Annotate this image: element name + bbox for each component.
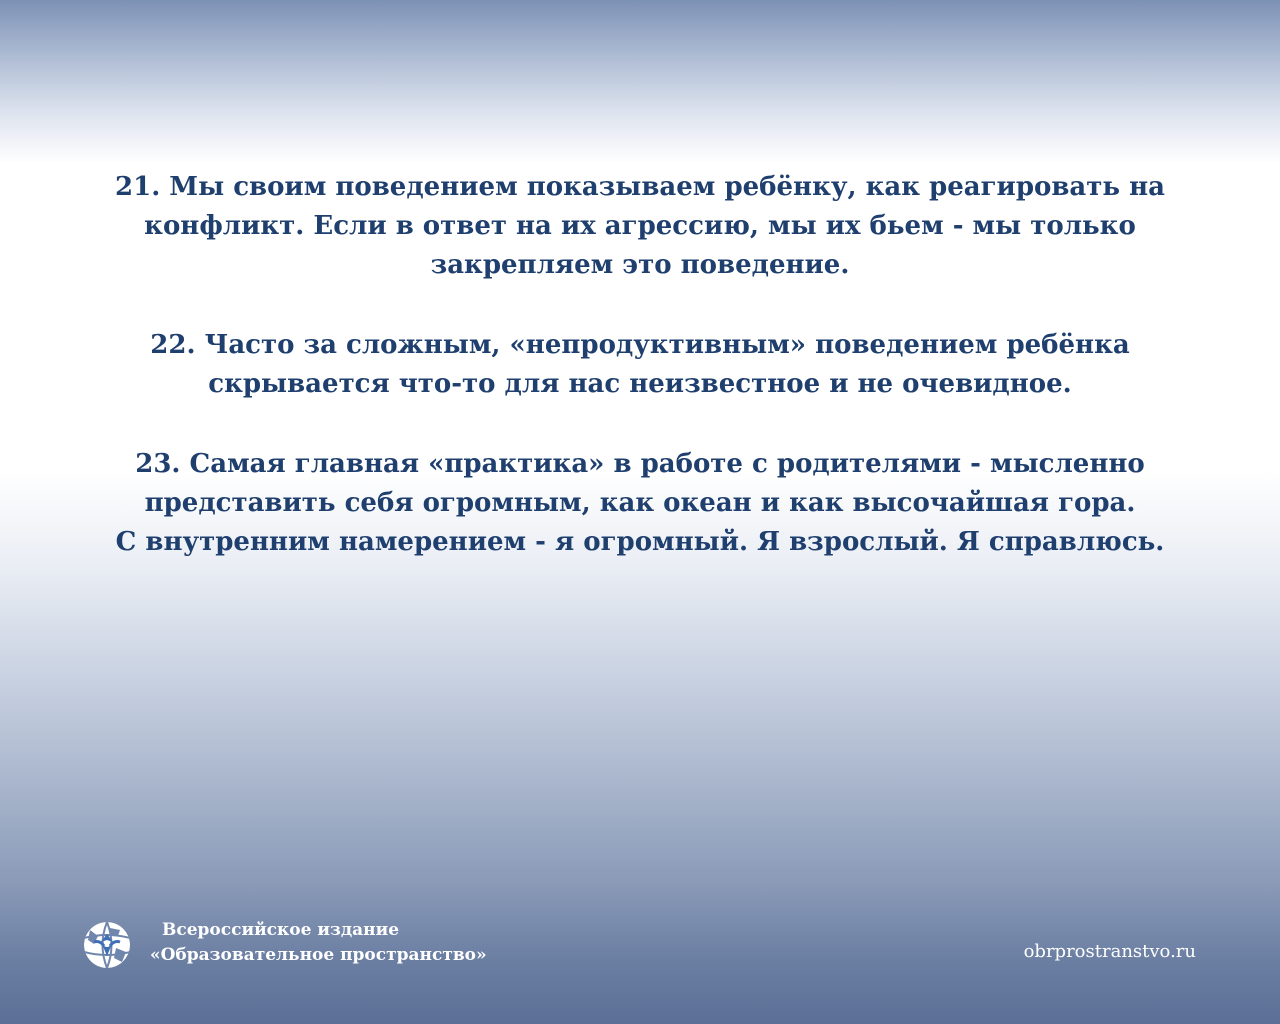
publisher-line-1: Всероссийское издание — [162, 920, 400, 940]
text-line: 23. Самая главная «практика» в работе с родителями - мысленно — [135, 449, 1145, 479]
publisher-line-2: «Образовательное пространство» — [150, 945, 487, 965]
website-url: obrprostranstvo.ru — [1023, 941, 1196, 962]
text-line: 22. Часто за сложным, «непродуктивным» поведением ребёнка — [150, 330, 1130, 360]
globe-dove-logo-icon — [80, 918, 134, 972]
text-line: 21. Мы своим поведением показываем ребёнку, как реагировать на — [115, 172, 1165, 202]
main-text — [60, 168, 1220, 603]
paragraph-22 — [60, 326, 1220, 404]
publisher-name — [150, 918, 487, 968]
text-line: С внутренним намерением - я огромный. Я взрослый. Я справлюсь. — [115, 527, 1165, 557]
paragraph-23 — [60, 445, 1220, 562]
text-line: представить себя огромным, как океан и как высочайшая гора. — [144, 488, 1136, 518]
text-line: закрепляем это поведение. — [430, 250, 850, 280]
text-line: скрывается что-то для нас неизвестное и не очевидное. — [208, 369, 1072, 399]
text-line: конфликт. Если в ответ на их агрессию, мы их бьем - мы только — [144, 211, 1136, 241]
paragraph-21 — [60, 168, 1220, 285]
